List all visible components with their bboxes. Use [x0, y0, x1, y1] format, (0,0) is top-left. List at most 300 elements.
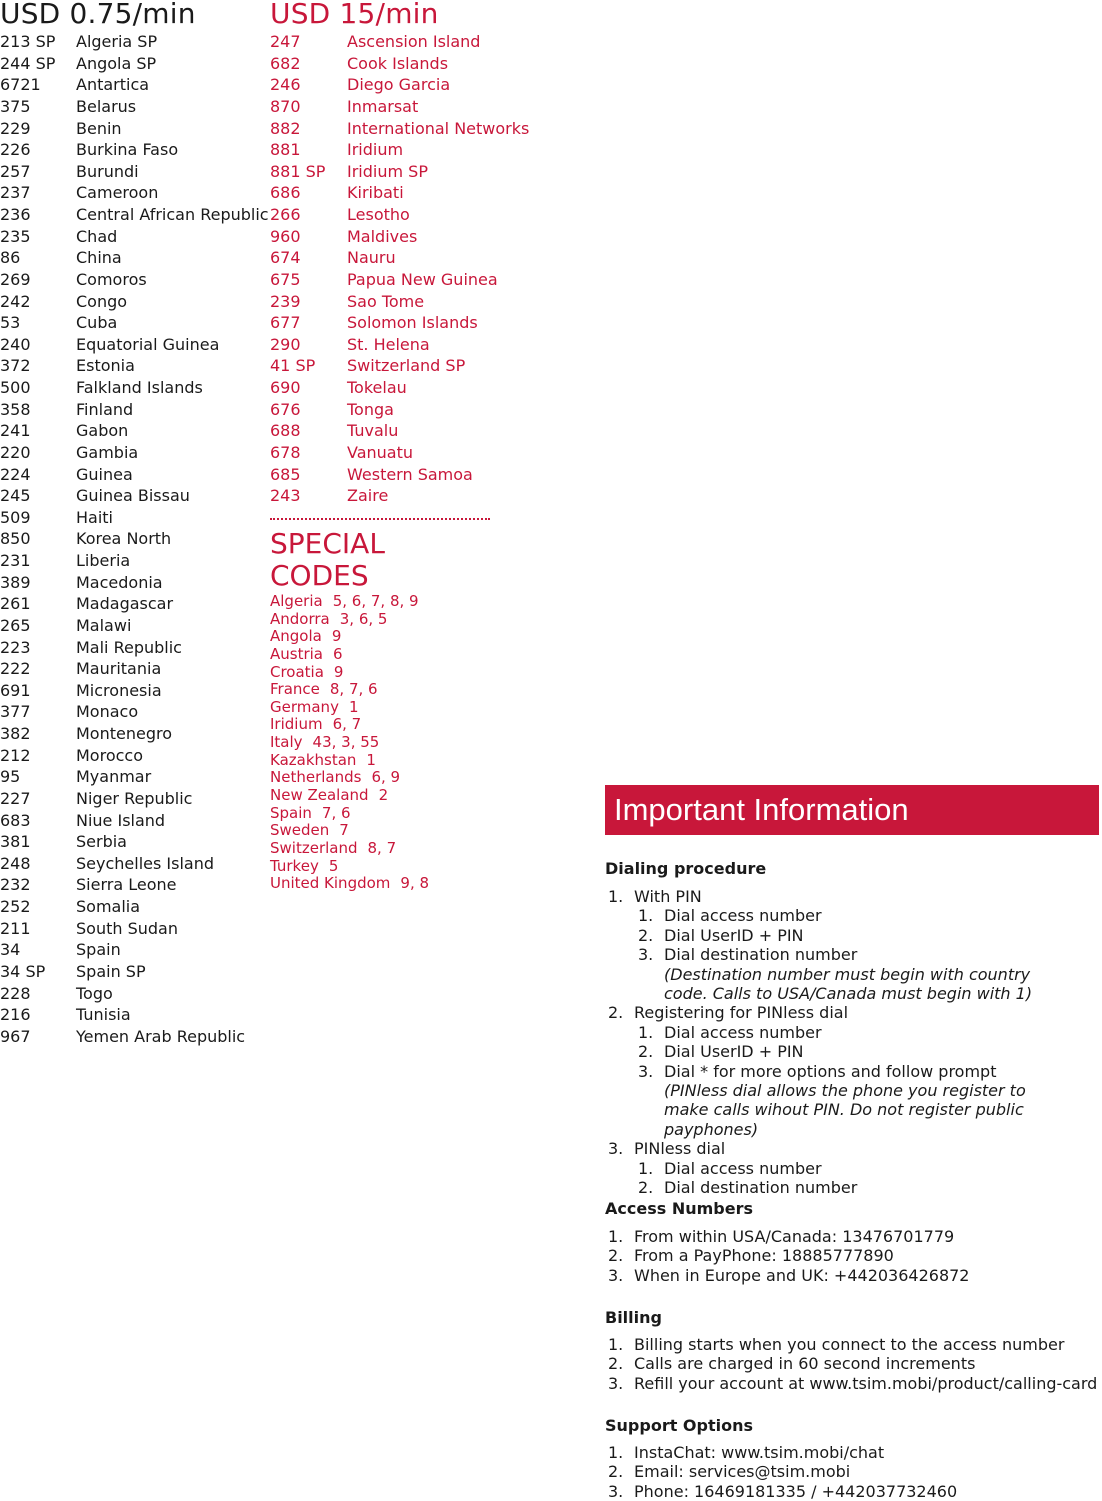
dialing-substeps [608, 1159, 1068, 1198]
country-name: Algeria SP [76, 32, 158, 51]
rate-row [0, 1026, 269, 1048]
special-code-row [270, 611, 429, 629]
dialing-note: (Destination number must begin with country code. Calls to USA/Canada must begin with 1) [664, 964, 1033, 1004]
dialing-substep-text: Dial destination number [664, 945, 858, 965]
rate-row [0, 723, 269, 745]
rate-row [0, 182, 269, 204]
dial-code: 245 [0, 486, 31, 506]
special-code-values: 9 [331, 627, 342, 646]
dial-code: 377 [0, 702, 31, 722]
dialing-step-label: PINless dial [634, 1139, 726, 1159]
country-name: Angola SP [76, 53, 157, 73]
country-name: Inmarsat [347, 96, 419, 116]
special-code-row [270, 593, 429, 611]
special-codes-list [270, 593, 429, 893]
rate-row [0, 399, 269, 421]
dial-code: 226 [0, 140, 31, 160]
country-name: Burkina Faso [76, 140, 179, 160]
rate-row [270, 399, 529, 421]
list-number: 3. [638, 945, 654, 965]
rate-row [0, 139, 269, 161]
country-name: Guinea Bissau [76, 486, 190, 506]
dial-code: 375 [0, 96, 31, 116]
country-name: Montenegro [76, 724, 173, 743]
country-name: St. Helena [347, 334, 430, 354]
rate-row [270, 377, 529, 399]
dial-code: 235 [0, 226, 31, 246]
special-country-name: Austria [270, 644, 323, 663]
dial-code: 41 SP [270, 356, 316, 376]
country-name: Maldives [347, 226, 418, 246]
dialing-step-head [608, 887, 1068, 906]
rates-15-heading: USD 15/min [270, 0, 439, 30]
dialing-step [608, 887, 1068, 1003]
dial-code: 269 [0, 269, 31, 289]
country-name: Tuvalu [347, 421, 399, 441]
dial-code: 381 [0, 832, 31, 852]
special-code-values: 6 [333, 644, 343, 663]
rate-row [0, 853, 269, 875]
dial-code: 220 [0, 442, 31, 462]
special-code-row [270, 805, 429, 823]
country-name: Cuba [76, 313, 118, 333]
country-name: International Networks [347, 118, 530, 138]
dial-code: 675 [270, 269, 301, 289]
rate-row [0, 507, 269, 529]
rate-row [0, 464, 269, 486]
list-number: 2. [638, 1042, 654, 1062]
list-number: 3. [608, 1139, 624, 1159]
special-country-name: New Zealand [270, 786, 369, 805]
dial-code: 223 [0, 637, 31, 657]
rate-row [0, 658, 269, 680]
dial-code: 232 [0, 875, 31, 895]
access-numbers-list [608, 1227, 969, 1285]
country-name: Zaire [347, 486, 389, 506]
dial-code: 266 [270, 205, 301, 224]
dial-code: 53 [0, 313, 21, 333]
billing-item [608, 1335, 1097, 1354]
dial-code: 246 [270, 75, 301, 95]
country-name: Cook Islands [347, 53, 449, 73]
rate-row [270, 96, 529, 118]
country-name: Korea North [76, 529, 172, 549]
rate-row [270, 334, 529, 356]
dial-code: 674 [270, 248, 301, 268]
dialing-substep [638, 945, 1068, 964]
dial-code: 682 [270, 53, 301, 73]
country-name: Iridium [347, 140, 404, 160]
dialing-step-label: Registering for PINless dial [634, 1003, 849, 1023]
country-name: Micronesia [76, 680, 162, 700]
dial-code: 236 [0, 205, 31, 224]
special-country-name: Angola [270, 627, 322, 646]
dialing-substep [638, 1159, 1068, 1178]
dialing-note: (PINless dial allows the phone you register to make calls wihout PIN. Do not register public payphones) [664, 1081, 1026, 1139]
country-name: Yemen Arab Republic [76, 1026, 246, 1046]
rate-row [0, 593, 269, 615]
access-number-item [608, 1227, 969, 1246]
rate-row [270, 269, 529, 291]
dial-code: 231 [0, 551, 31, 570]
country-name: Burundi [76, 161, 139, 181]
special-code-values: 7 [339, 821, 349, 840]
rate-row [0, 74, 269, 96]
special-country-name: Croatia [270, 662, 324, 681]
rate-row [270, 291, 529, 313]
dial-code: 248 [0, 853, 31, 873]
list-number: 2. [608, 1246, 624, 1266]
country-name: Solomon Islands [347, 313, 478, 333]
special-country-name: Algeria [270, 592, 323, 610]
support-option-item [608, 1443, 957, 1462]
country-name: Niger Republic [76, 788, 193, 808]
important-info-banner [605, 785, 1099, 835]
billing-item-text: Refill your account at www.tsim.mobi/product/calling-card [634, 1373, 1098, 1393]
country-name: Monaco [76, 702, 139, 722]
country-name: China [76, 248, 122, 268]
list-number: 3. [608, 1481, 624, 1501]
access-number-item [608, 1266, 969, 1285]
rate-row [270, 118, 529, 140]
support-option-item-text: InstaChat: www.tsim.mobi/chat [634, 1443, 885, 1462]
special-code-row [270, 840, 429, 858]
special-country-name: Iridium [270, 715, 323, 734]
dialing-substeps [608, 1023, 1068, 1081]
rate-row [270, 31, 529, 53]
rate-row [0, 745, 269, 767]
dial-code: 882 [270, 118, 301, 138]
country-name: Morocco [76, 745, 143, 765]
dialing-substep-text: Dial UserID + PIN [664, 1042, 804, 1062]
rate-row [270, 442, 529, 464]
rate-row [270, 464, 529, 486]
special-code-row [270, 716, 429, 734]
rate-row [0, 983, 269, 1005]
list-number: 1. [638, 906, 654, 926]
dial-code: 685 [270, 464, 301, 484]
list-number: 2. [638, 925, 654, 945]
list-number: 1. [638, 1158, 654, 1178]
country-name: Ascension Island [347, 32, 481, 51]
special-code-row [270, 769, 429, 787]
dial-code: 372 [0, 356, 31, 376]
country-name: South Sudan [76, 918, 178, 938]
country-name: Chad [76, 226, 118, 246]
dialing-step-label: With PIN [634, 887, 702, 906]
billing-item [608, 1354, 1097, 1373]
dial-code: 257 [0, 161, 31, 181]
dialing-substep [638, 926, 1068, 945]
access-numbers-title: Access Numbers [605, 1199, 753, 1218]
country-name: Diego Garcia [347, 75, 451, 95]
dialing-step [608, 1003, 1068, 1139]
special-codes-heading-line2: CODES [270, 559, 369, 592]
list-number: 3. [608, 1265, 624, 1285]
dial-code: 261 [0, 594, 31, 614]
billing-item-text: Calls are charged in 60 second increments [634, 1354, 976, 1374]
country-name: Haiti [76, 507, 113, 527]
dial-code: 241 [0, 421, 31, 441]
country-name: Tonga [347, 399, 394, 419]
rate-row [0, 226, 269, 248]
special-code-row [270, 734, 429, 752]
dial-code: 881 SP [270, 161, 326, 181]
list-number: 2. [638, 1178, 654, 1198]
dial-code: 222 [0, 659, 31, 679]
dial-code: 252 [0, 897, 31, 916]
dialing-substeps [608, 906, 1068, 964]
country-name: Seychelles Island [76, 853, 215, 873]
rate-row [0, 615, 269, 637]
support-option-item-text: Phone: 16469181335 / +442037732460 [634, 1481, 958, 1501]
rate-row [0, 377, 269, 399]
country-name: Switzerland SP [347, 356, 466, 376]
country-name: Nauru [347, 248, 396, 268]
dialing-substep [638, 906, 1068, 925]
rate-row [270, 226, 529, 248]
dialing-substep-text: Dial * for more options and follow prompt [664, 1061, 997, 1081]
dial-code: 686 [270, 183, 301, 203]
country-name: Spain [76, 940, 121, 960]
country-name: Macedonia [76, 572, 163, 592]
special-country-name: Sweden [270, 821, 330, 840]
rate-row [0, 269, 269, 291]
country-name: Benin [76, 118, 122, 138]
dialing-substep [638, 1062, 1068, 1081]
special-code-values: 6, 9 [371, 768, 401, 787]
special-code-values: 8, 7 [367, 838, 397, 857]
rate-row [0, 961, 269, 983]
rate-row [0, 96, 269, 118]
dial-code: 881 [270, 140, 301, 160]
special-code-values: 1 [366, 750, 376, 769]
rate-row [270, 420, 529, 442]
special-country-name: Germany [270, 697, 339, 716]
rate-row [0, 874, 269, 896]
special-code-row [270, 681, 429, 699]
special-code-values: 2 [378, 786, 389, 805]
dialing-substep [638, 1042, 1068, 1061]
dial-code: 676 [270, 399, 301, 419]
dial-code: 216 [0, 1005, 31, 1025]
country-name: Central African Republic [76, 205, 269, 224]
country-name: Vanuatu [347, 442, 414, 462]
rate-row [0, 918, 269, 940]
special-code-values: 8, 7, 6 [329, 680, 378, 699]
list-number: 2. [608, 1462, 624, 1482]
list-number: 1. [608, 887, 624, 906]
rate-row [0, 161, 269, 183]
dialing-step-head [608, 1003, 1068, 1022]
dialing-procedure-title: Dialing procedure [605, 859, 767, 878]
dial-code: 967 [0, 1026, 31, 1046]
list-number: 1. [608, 1335, 624, 1354]
special-code-values: 6, 7 [332, 715, 362, 734]
dial-code: 690 [270, 378, 301, 397]
access-number-item-text: From within USA/Canada: 13476701779 [634, 1227, 955, 1246]
special-code-row [270, 699, 429, 717]
dial-code: 688 [270, 421, 301, 441]
access-number-item-text: From a PayPhone: 18885777890 [634, 1246, 894, 1266]
rate-row [270, 182, 529, 204]
rate-row [0, 680, 269, 702]
dial-code: 228 [0, 983, 31, 1003]
dial-code: 242 [0, 291, 31, 311]
special-code-row [270, 664, 429, 682]
dial-code: 244 SP [0, 53, 56, 73]
country-name: Iridium SP [347, 161, 428, 181]
support-option-item [608, 1462, 957, 1481]
dial-code: 211 [0, 918, 31, 938]
rate-row [0, 528, 269, 550]
dial-code: 224 [0, 464, 31, 484]
special-code-row [270, 875, 429, 893]
dial-code: 509 [0, 507, 31, 527]
dial-code: 86 [0, 248, 21, 268]
dial-code: 239 [270, 291, 301, 311]
country-name: Antartica [76, 75, 150, 95]
special-country-name: Italy [270, 733, 303, 752]
country-name: Cameroon [76, 183, 159, 203]
billing-item-text: Billing starts when you connect to the access number [634, 1335, 1065, 1354]
list-number: 1. [638, 1022, 654, 1042]
special-codes-heading [270, 528, 385, 592]
special-code-row [270, 787, 429, 805]
dial-code: 243 [270, 486, 301, 506]
country-name: Mauritania [76, 659, 162, 679]
special-code-values: 1 [348, 697, 359, 716]
special-code-values: 5 [328, 856, 339, 875]
dialing-substep [638, 1023, 1068, 1042]
country-name: Tunisia [76, 1005, 131, 1025]
rate-row [0, 334, 269, 356]
country-name: Myanmar [76, 767, 152, 787]
country-name: Mali Republic [76, 637, 182, 657]
country-name: Gabon [76, 421, 129, 441]
dial-code: 247 [270, 32, 301, 51]
special-code-row [270, 628, 429, 646]
special-country-name: Switzerland [270, 838, 358, 857]
rate-row [0, 118, 269, 140]
dial-code: 212 [0, 745, 31, 765]
country-name: Western Samoa [347, 464, 473, 484]
special-country-name: Netherlands [270, 768, 362, 787]
rate-row [270, 355, 529, 377]
dial-code: 358 [0, 399, 31, 419]
dial-code: 229 [0, 118, 31, 138]
rate-row [0, 312, 269, 334]
special-country-name: United Kingdom [270, 874, 391, 893]
list-number: 3. [638, 1061, 654, 1081]
dial-code: 265 [0, 615, 31, 635]
country-name: Somalia [76, 897, 141, 916]
special-code-row [270, 858, 429, 876]
dial-code: 389 [0, 572, 31, 592]
rate-row [270, 312, 529, 334]
special-code-values: 43, 3, 55 [312, 733, 380, 752]
dialing-substep [638, 1178, 1068, 1197]
dial-code: 382 [0, 724, 31, 743]
rate-row [0, 637, 269, 659]
country-name: Finland [76, 399, 134, 419]
dial-code: 870 [270, 96, 301, 116]
rates-075-list [0, 31, 269, 1047]
country-name: Estonia [76, 356, 135, 376]
dial-code: 500 [0, 378, 31, 397]
dial-code: 691 [0, 680, 31, 700]
rate-row [0, 831, 269, 853]
support-option-item-text: Email: services@tsim.mobi [634, 1462, 851, 1482]
country-name: Gambia [76, 442, 139, 462]
rate-row [0, 788, 269, 810]
rate-row [0, 31, 269, 53]
rate-row [0, 442, 269, 464]
dialing-substep-text: Dial access number [664, 906, 822, 926]
list-number: 2. [608, 1354, 624, 1374]
special-code-values: 7, 6 [321, 803, 351, 822]
dialing-procedure-list [608, 887, 1068, 1198]
dial-code: 6721 [0, 75, 41, 95]
special-code-row [270, 646, 429, 664]
special-code-row [270, 822, 429, 840]
rate-row [270, 139, 529, 161]
country-name: Guinea [76, 464, 133, 484]
billing-list [608, 1335, 1097, 1393]
rate-row [0, 939, 269, 961]
list-number: 1. [608, 1443, 624, 1462]
rate-row [0, 766, 269, 788]
rate-row [0, 550, 269, 572]
rate-row [270, 74, 529, 96]
support-options-title: Support Options [605, 1416, 754, 1435]
rates-075-heading: USD 0.75/min [0, 0, 196, 30]
dial-code: 960 [270, 226, 301, 246]
rate-row [0, 53, 269, 75]
dial-code: 237 [0, 183, 31, 203]
dialing-step [608, 1139, 1068, 1197]
country-name: Serbia [76, 832, 127, 852]
rate-row [270, 247, 529, 269]
special-code-row [270, 752, 429, 770]
country-name: Equatorial Guinea [76, 334, 220, 354]
dial-code: 677 [270, 313, 301, 333]
rate-row [0, 291, 269, 313]
special-code-values: 3, 6, 5 [339, 609, 388, 628]
dial-code: 678 [270, 442, 301, 462]
access-number-item-text: When in Europe and UK: +442036426872 [634, 1265, 970, 1285]
rate-row [0, 810, 269, 832]
rate-row [0, 1004, 269, 1026]
dialing-substep-text: Dial access number [664, 1158, 822, 1178]
access-number-item [608, 1246, 969, 1265]
country-name: Malawi [76, 615, 132, 635]
dial-code: 34 SP [0, 961, 46, 981]
billing-title: Billing [605, 1308, 662, 1327]
country-name: Sao Tome [347, 291, 425, 311]
country-name: Spain SP [76, 961, 146, 981]
country-name: Kiribati [347, 183, 404, 203]
country-name: Tokelau [347, 378, 407, 397]
special-country-name: Turkey [270, 856, 319, 875]
rates-15-list [270, 31, 529, 507]
country-name: Falkland Islands [76, 378, 203, 397]
special-code-values: 9, 8 [400, 874, 430, 893]
billing-item [608, 1374, 1097, 1393]
dialing-substep-text: Dial UserID + PIN [664, 925, 804, 945]
rate-row [0, 247, 269, 269]
list-number: 1. [608, 1227, 624, 1246]
